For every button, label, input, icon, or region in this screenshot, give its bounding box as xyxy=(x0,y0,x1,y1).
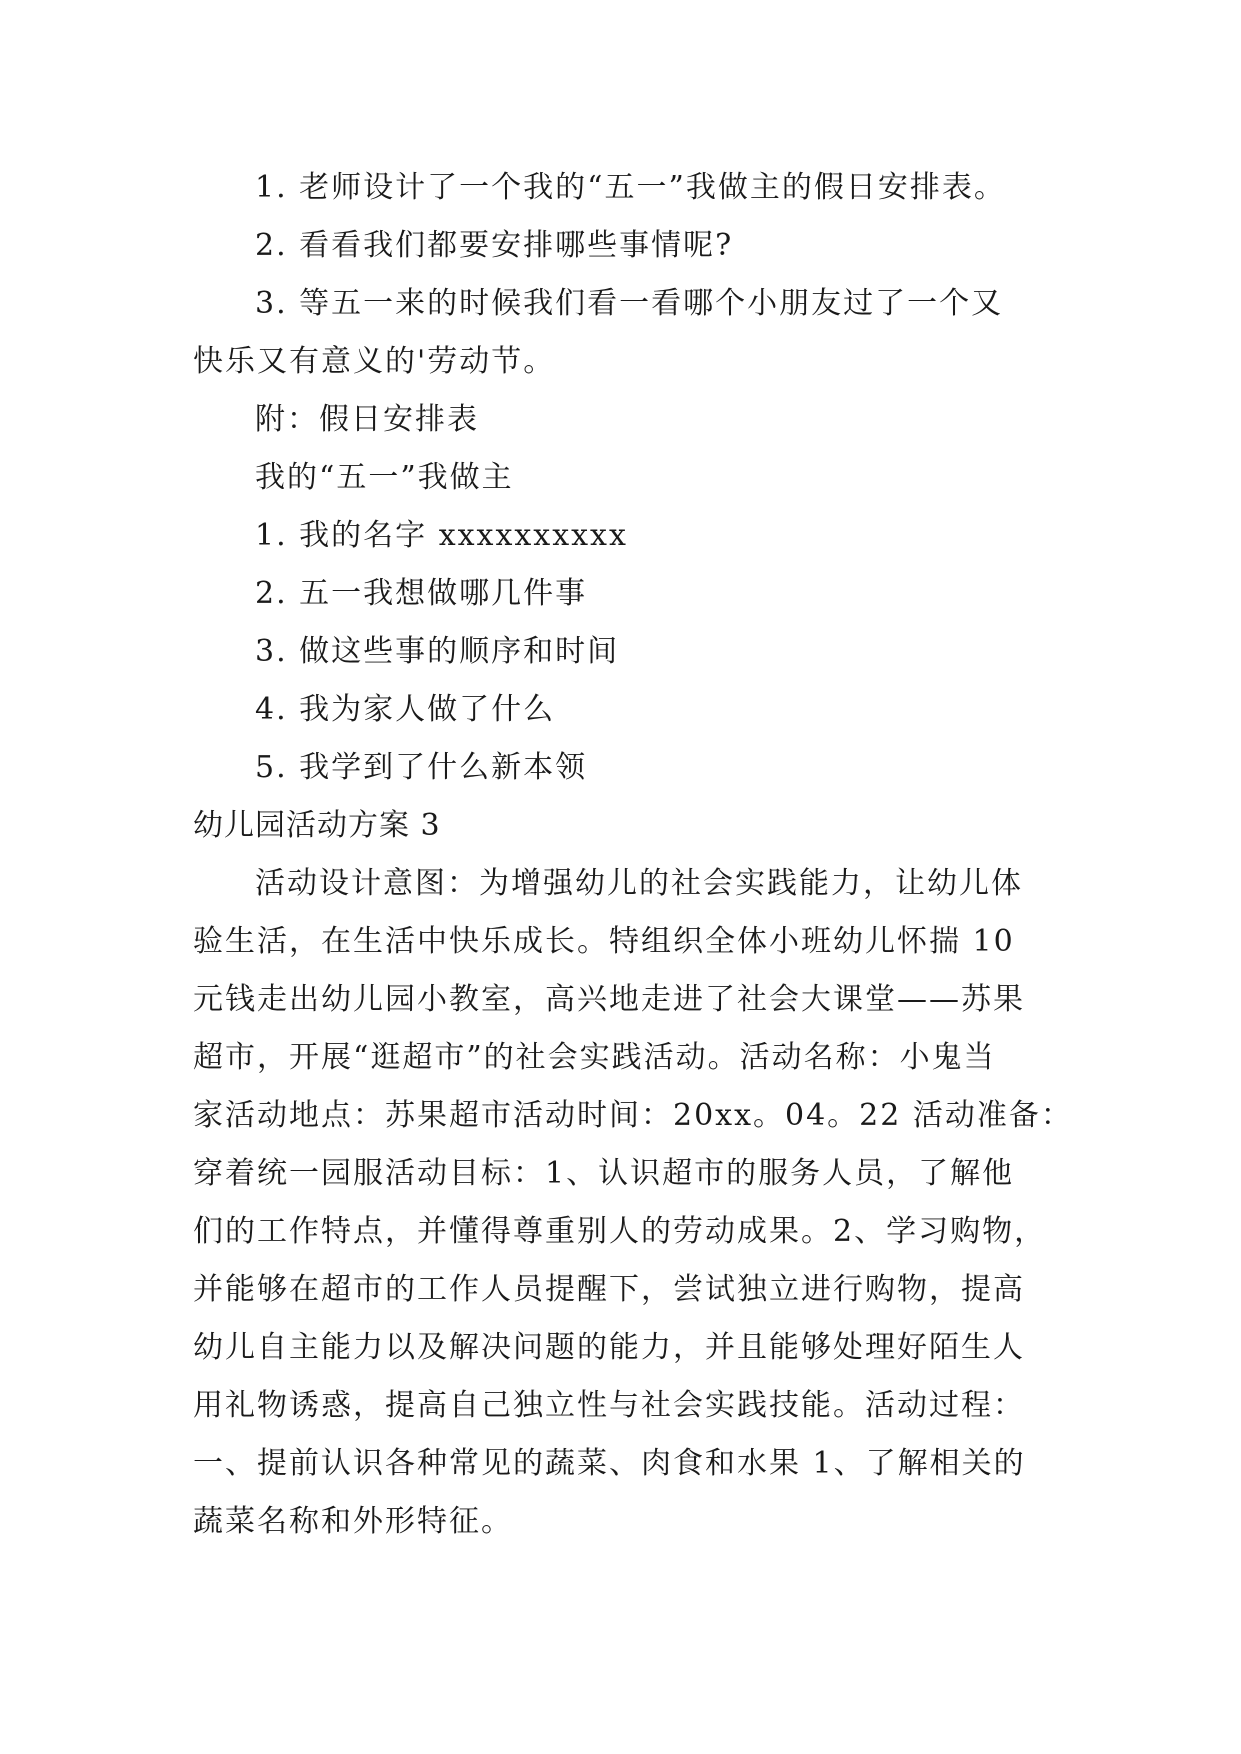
paragraph-line: 一、提前认识各种常见的蔬菜、肉食和水果 1、了解相关的 xyxy=(193,1446,1026,1481)
text-line: 3. 做这些事的顺序和时间 xyxy=(255,634,620,669)
text-line: 1. 我的名字 xxxxxxxxxx xyxy=(255,518,628,553)
text-line: 2. 五一我想做哪几件事 xyxy=(255,576,588,611)
document-body xyxy=(193,159,1073,1551)
paragraph-line: 活动设计意图：为增强幼儿的社会实践能力，让幼儿体 xyxy=(255,866,1023,901)
paragraph-line: 蔬菜名称和外形特征。 xyxy=(193,1504,513,1539)
paragraph-line: 元钱走出幼儿园小教室，高兴地走进了社会大课堂——苏果 xyxy=(193,982,1025,1017)
paragraph-line: 超市，开展“逛超市”的社会实践活动。活动名称：小鬼当 xyxy=(193,1040,996,1075)
text-line: 2. 看看我们都要安排哪些事情呢? xyxy=(255,228,734,263)
section-title: 幼儿园活动方案 3 xyxy=(193,808,441,843)
paragraph-line: 穿着统一园服活动目标：1、认识超市的服务人员，了解他 xyxy=(193,1156,1015,1191)
text-line: 快乐又有意义的'劳动节。 xyxy=(193,344,556,379)
text-line: 4. 我为家人做了什么 xyxy=(255,692,556,727)
text-line: 我的“五一”我做主 xyxy=(255,460,514,495)
paragraph-line: 幼儿自主能力以及解决问题的能力，并且能够处理好陌生人 xyxy=(193,1330,1025,1365)
paragraph-line: 家活动地点：苏果超市活动时间：20xx。04。22 活动准备： xyxy=(193,1098,1073,1133)
paragraph-line: 用礼物诱惑，提高自己独立性与社会实践技能。活动过程： xyxy=(193,1388,1025,1423)
text-line: 附：假日安排表 xyxy=(255,402,479,437)
paragraph-line: 验生活，在生活中快乐成长。特组织全体小班幼儿怀揣 10 xyxy=(193,924,1015,959)
text-line: 5. 我学到了什么新本领 xyxy=(255,750,588,785)
paragraph-line: 并能够在超市的工作人员提醒下，尝试独立进行购物，提高 xyxy=(193,1272,1025,1307)
text-line: 3. 等五一来的时候我们看一看哪个小朋友过了一个又 xyxy=(255,286,1004,321)
text-line: 1. 老师设计了一个我的“五一”我做主的假日安排表。 xyxy=(255,170,1006,205)
paragraph-line: 们的工作特点，并懂得尊重别人的劳动成果。2、学习购物， xyxy=(193,1214,1047,1249)
